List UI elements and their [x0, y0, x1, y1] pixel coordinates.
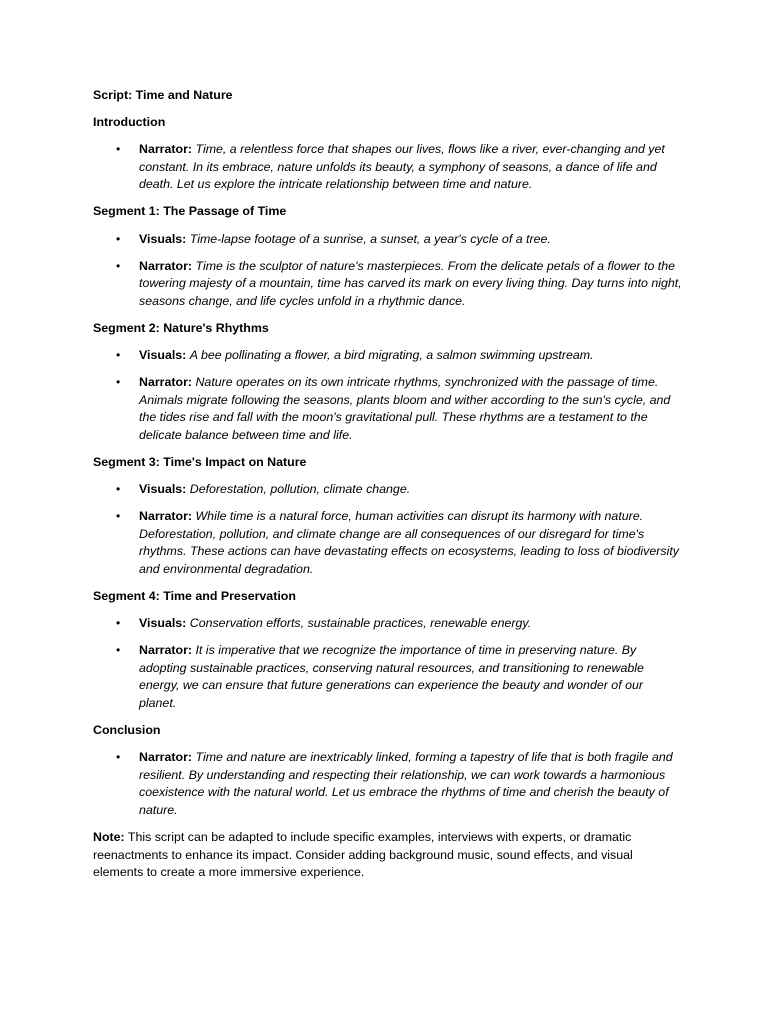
item-text: Deforestation, pollution, climate change.: [189, 482, 411, 497]
bullet-icon: •: [116, 509, 121, 524]
bullet-icon: •: [116, 482, 121, 497]
section-heading-introduction: Introduction: [93, 115, 166, 130]
section-heading-segment-4: Segment 4: Time and Preservation: [93, 589, 296, 604]
list-item: [93, 231, 683, 249]
item-label: Visuals:: [139, 482, 187, 497]
section-list-segment-2: [93, 347, 683, 444]
item-label: Visuals:: [139, 231, 187, 246]
note-paragraph: [93, 829, 683, 882]
list-item: [93, 642, 683, 712]
note-text: This script can be adapted to include specific examples, interviews with experts, or dramatic reenactments to enhance its impact. Consider adding background music, sound effects, and visual elements to create a more immersive experience.: [93, 830, 633, 880]
section-heading-segment-1: Segment 1: The Passage of Time: [93, 204, 287, 219]
list-item: [93, 347, 683, 365]
list-item: [93, 508, 683, 578]
item-text: It is imperative that we recognize the importance of time in preserving nature. By adopting sustainable practices, conserving natural resources, and transitioning to renewable energy, we can ensure that future generations can experience the beauty and wonder of our planet.: [139, 643, 644, 711]
section-list-segment-4: [93, 615, 683, 712]
item-label: Narrator:: [139, 643, 193, 658]
item-text: Time and nature are inextricably linked, forming a tapestry of life that is both fragile and resilient. By understanding and respecting their relationship, we can work towards a harmonious coexistence with the natural world. Let us embrace the rhythms of time and cherish the beauty of nature.: [139, 750, 673, 817]
section-heading-segment-3: Segment 3: Time's Impact on Nature: [93, 455, 307, 469]
item-text: A bee pollinating a flower, a bird migrating, a salmon swimming upstream.: [189, 348, 594, 363]
list-item: [93, 615, 683, 633]
section-list-conclusion: [93, 749, 683, 819]
bullet-icon: •: [116, 643, 121, 658]
list-item: [93, 258, 683, 311]
item-text: Nature operates on its own intricate rhythms, synchronized with the passage of time. Animals migrate following the seasons, plants bloom and wither according to the sun's cycle, and the tides rise and fall with the moon's gravitational pull. These rhythms are a testament to the delicate balance between time and life.: [139, 375, 671, 442]
section-heading-segment-2: Segment 2: Nature's Rhythms: [93, 320, 269, 335]
item-text: Time is the sculptor of nature's masterpieces. From the delicate petals of a flower to the towering majesty of a mountain, time has carved its mark on every living thing. Day turns into night, seasons change, and life cycles unfold in a rhythmic dance.: [139, 258, 682, 308]
item-label: Visuals:: [139, 348, 187, 363]
item-text: While time is a natural force, human activities can disrupt its harmony with nature. Deforestation, pollution, and climate change are all consequences of our disregard for time's rhythms. These actions can have devastating effects on ecosystems, leading to loss of biodiversity and environmental degradation.: [139, 509, 679, 576]
bullet-icon: •: [116, 375, 121, 390]
list-item: [93, 481, 683, 499]
item-text: Time-lapse footage of a sunrise, a sunset, a year's cycle of a tree.: [189, 231, 551, 246]
item-text: Time, a relentless force that shapes our lives, flows like a river, ever-changing and yet constant. In its embrace, nature unfolds its beauty, a symphony of seasons, a dance of life and death. Let us explore the intricate relationship between time and nature.: [139, 142, 665, 192]
section-list-introduction: [93, 141, 683, 194]
list-item: [93, 141, 683, 194]
item-label: Narrator:: [139, 509, 193, 524]
item-label: Narrator:: [139, 750, 193, 765]
bullet-icon: •: [116, 616, 121, 631]
list-item: [93, 749, 683, 819]
item-label: Narrator:: [139, 142, 193, 157]
bullet-icon: •: [116, 348, 121, 363]
item-label: Visuals:: [139, 616, 187, 631]
item-label: Narrator:: [139, 258, 193, 273]
bullet-icon: •: [116, 258, 121, 273]
bullet-icon: •: [116, 231, 121, 246]
section-heading-conclusion: Conclusion: [93, 723, 161, 738]
bullet-icon: •: [116, 142, 121, 157]
list-item: [93, 374, 683, 444]
document-page: [93, 87, 683, 882]
document-title: Script: Time and Nature: [93, 88, 233, 102]
item-label: Narrator:: [139, 375, 193, 390]
section-list-segment-1: [93, 231, 683, 311]
item-text: Conservation efforts, sustainable practices, renewable energy.: [189, 616, 532, 631]
note-label: Note:: [93, 830, 125, 845]
section-list-segment-3: [93, 481, 683, 578]
bullet-icon: •: [116, 750, 121, 765]
